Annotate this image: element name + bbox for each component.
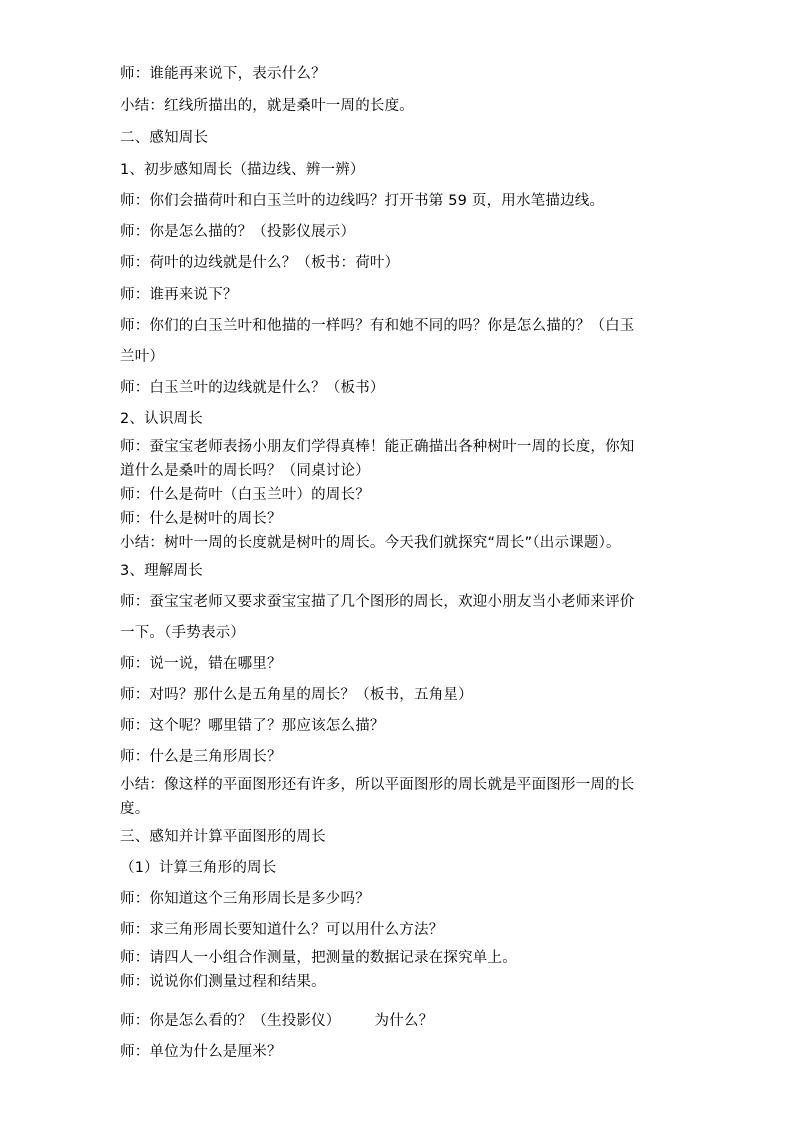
text-line: 师：说说你们测量过程和结果。 [120,974,326,990]
subsection-heading: 2、认识周长 [120,411,203,427]
text-segment: 为什么？ [374,1013,434,1029]
subsection-heading: 1、初步感知周长（描边线、辨一辨） [120,162,365,178]
section-heading: 二、感知周长 [120,130,209,146]
text-segment: 师：你是怎么看的？（生投影仪） [120,1013,341,1029]
text-line: 一下。（手势表示） [120,625,246,641]
section-heading: 三、感知并计算平面图形的周长 [120,829,326,845]
text-line: 度。 [120,801,150,817]
text-line: 师：你们会描荷叶和白玉兰叶的边线吗？打开书第 59 页，用水笔描边线。 [120,193,605,209]
text-line: 兰叶） [120,349,165,365]
text-line: 师：什么是三角形周长？ [120,749,282,765]
text-line: 师：荷叶的边线就是什么？（板书：荷叶） [120,255,400,271]
text-line: 小结：像这样的平面图形还有许多，所以平面图形的周长就是平面图形一周的长 [120,777,635,793]
text-line: 师：求三角形周长要知道什么？可以用什么方法？ [120,922,444,938]
text-line: 师：对吗？那什么是五角星的周长？（板书，五角星） [120,687,473,703]
text-line: 师：蚕宝宝老师表扬小朋友们学得真棒！能正确描出各种树叶一周的长度，你知 [120,439,635,455]
text-line: 师：谁能再来说下，表示什么？ [120,66,326,82]
subsection-heading: （1）计算三角形的周长 [120,860,277,876]
text-line: 道什么是桑叶的周长吗？（同桌讨论） [120,463,370,479]
text-line: 师：说一说，错在哪里？ [120,656,282,672]
text-line: 师：你是怎么描的？（投影仪展示） [120,224,356,240]
text-line: 师：什么是荷叶（白玉兰叶）的周长？ [120,487,370,503]
text-line: 师：请四人一小组合作测量，把测量的数据记录在探究单上。 [120,950,517,966]
text-line [120,1011,433,1031]
text-line: 师：这个呢？哪里错了？那应该怎么描？ [120,718,385,734]
text-line: 师：谁再来说下？ [120,287,238,303]
text-line: 师：单位为什么是厘米？ [120,1044,282,1060]
text-line: 小结：红线所描出的，就是桑叶一周的长度。 [120,98,414,114]
text-line: 师：蚕宝宝老师又要求蚕宝宝描了几个图形的周长，欢迎小朋友当小老师来评价 [120,594,635,610]
text-line: 师：白玉兰叶的边线就是什么？（板书） [120,380,385,396]
text-line: 师：什么是树叶的周长？ [120,511,282,527]
subsection-heading: 3、理解周长 [120,563,203,579]
text-line: 师：你们的白玉兰叶和他描的一样吗？有和她不同的吗？你是怎么描的？（白玉 [120,318,635,334]
text-line: 师：你知道这个三角形周长是多少吗？ [120,891,370,907]
text-line: 小结：树叶一周的长度就是树叶的周长。今天我们就探究“周长”（出示课题）。 [120,535,621,551]
